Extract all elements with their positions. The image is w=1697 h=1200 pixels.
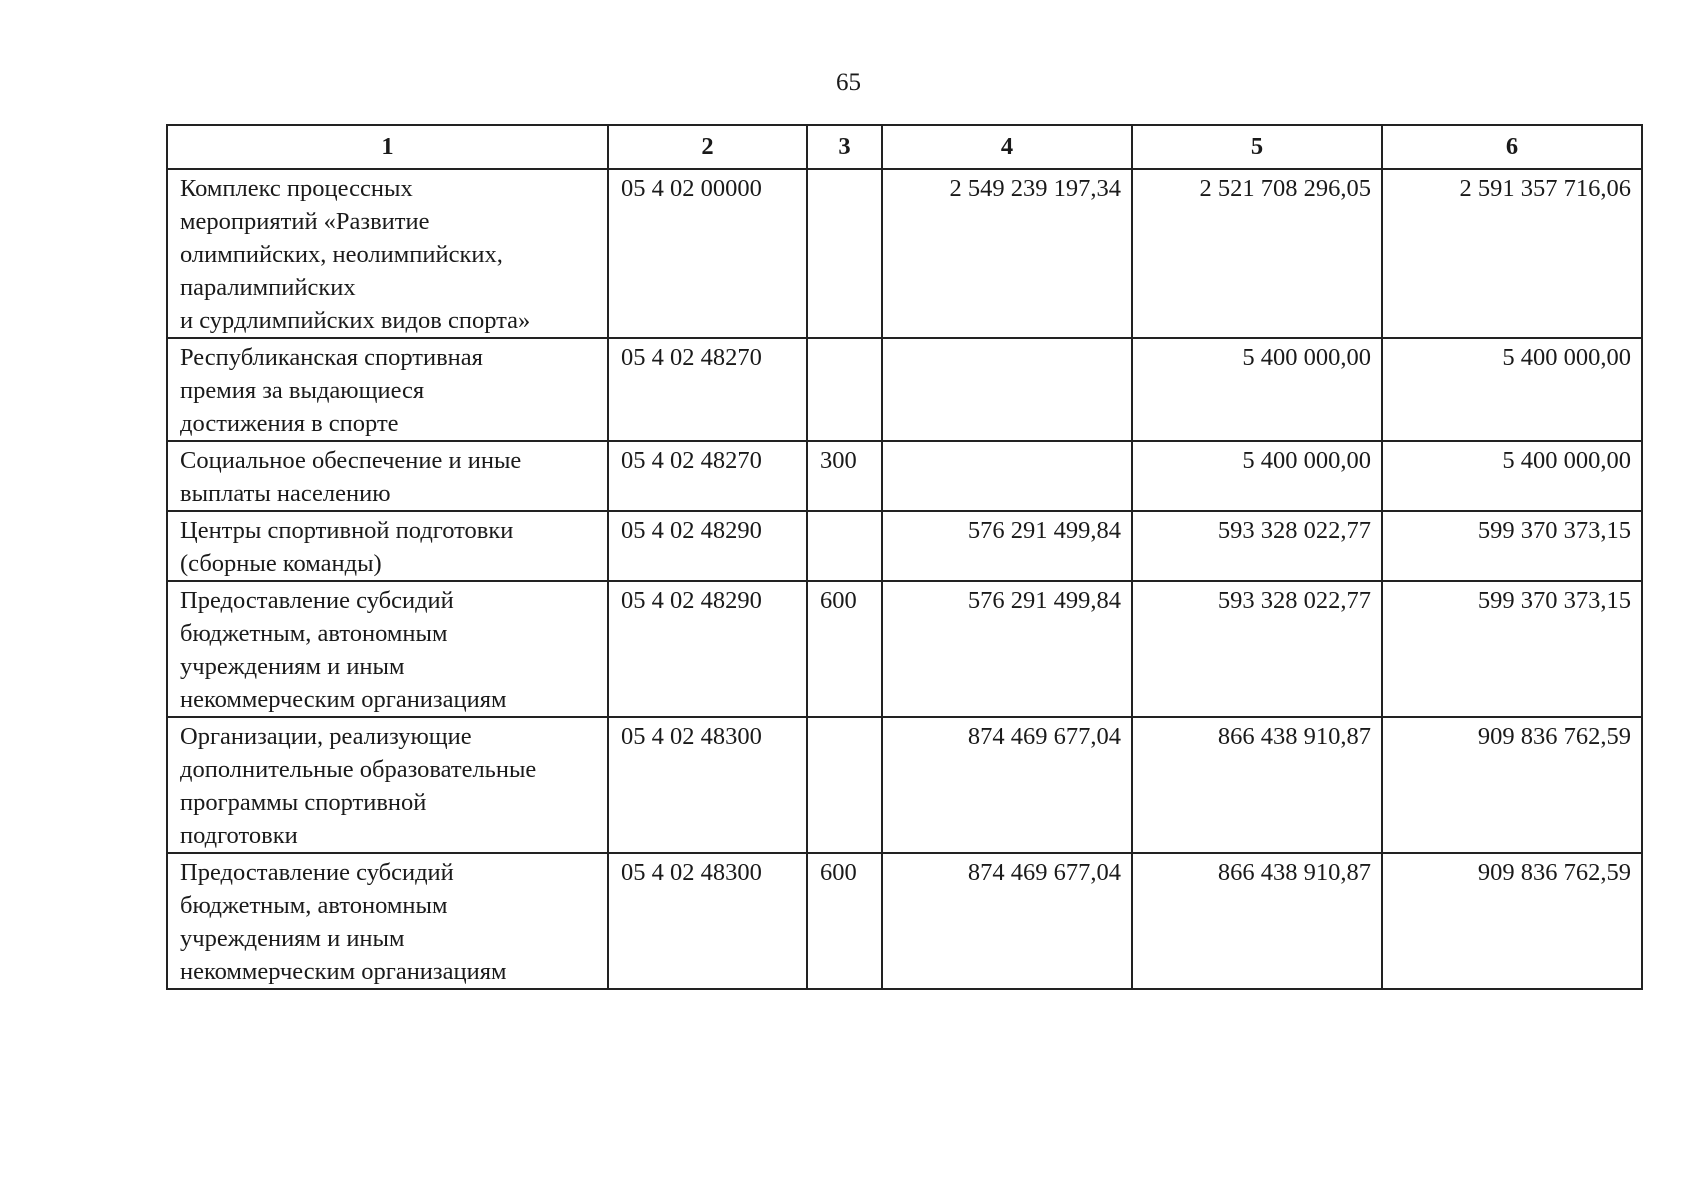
row-kind-cell: 300 [807, 441, 882, 511]
row-value-col4: 874 469 677,04 [882, 853, 1132, 989]
row-value-col5: 2 521 708 296,05 [1132, 169, 1382, 338]
page-number: 65 [836, 69, 861, 96]
row-value-col4: 576 291 499,84 [882, 511, 1132, 581]
row-value-col6: 2 591 357 716,06 [1382, 169, 1642, 338]
row-code-cell: 05 4 02 48290 [608, 581, 807, 717]
table-row [167, 169, 1642, 338]
row-name-cell: Комплекс процессных мероприятий «Развитие олимпийских, неолимпийских, паралимпийских и сурдлимпийских видов спорта» [167, 169, 608, 338]
row-value-col6: 909 836 762,59 [1382, 717, 1642, 853]
row-code-cell: 05 4 02 48290 [608, 511, 807, 581]
table-row [167, 338, 1642, 441]
row-code-cell: 05 4 02 48300 [608, 853, 807, 989]
row-value-col4: 2 549 239 197,34 [882, 169, 1132, 338]
row-value-col4 [882, 441, 1132, 511]
table-header [167, 125, 1642, 169]
column-header: 6 [1382, 125, 1642, 169]
table-row [167, 717, 1642, 853]
row-kind-cell [807, 717, 882, 853]
row-value-col6: 5 400 000,00 [1382, 441, 1642, 511]
row-kind-cell [807, 169, 882, 338]
row-value-col4: 576 291 499,84 [882, 581, 1132, 717]
header-row [167, 125, 1642, 169]
row-name-cell: Социальное обеспечение и иные выплаты населению [167, 441, 608, 511]
table-row [167, 581, 1642, 717]
column-header: 4 [882, 125, 1132, 169]
row-kind-cell: 600 [807, 853, 882, 989]
row-value-col5: 866 438 910,87 [1132, 717, 1382, 853]
row-kind-cell [807, 338, 882, 441]
row-value-col4: 874 469 677,04 [882, 717, 1132, 853]
table-body [167, 169, 1642, 989]
column-header: 2 [608, 125, 807, 169]
row-value-col6: 599 370 373,15 [1382, 581, 1642, 717]
row-value-col5: 593 328 022,77 [1132, 581, 1382, 717]
column-header: 5 [1132, 125, 1382, 169]
row-value-col5: 5 400 000,00 [1132, 441, 1382, 511]
row-value-col5: 5 400 000,00 [1132, 338, 1382, 441]
row-code-cell: 05 4 02 48270 [608, 338, 807, 441]
row-value-col6: 909 836 762,59 [1382, 853, 1642, 989]
table-row [167, 511, 1642, 581]
table-row [167, 441, 1642, 511]
row-value-col6: 599 370 373,15 [1382, 511, 1642, 581]
row-code-cell: 05 4 02 48300 [608, 717, 807, 853]
row-code-cell: 05 4 02 00000 [608, 169, 807, 338]
row-kind-cell [807, 511, 882, 581]
row-value-col4 [882, 338, 1132, 441]
row-value-col6: 5 400 000,00 [1382, 338, 1642, 441]
column-header: 1 [167, 125, 608, 169]
column-header: 3 [807, 125, 882, 169]
row-name-cell: Центры спортивной подготовки (сборные команды) [167, 511, 608, 581]
row-name-cell: Предоставление субсидий бюджетным, автономным учреждениям и иным некоммерческим организациям [167, 853, 608, 989]
row-kind-cell: 600 [807, 581, 882, 717]
budget-table [166, 124, 1643, 990]
table-row [167, 853, 1642, 989]
row-value-col5: 593 328 022,77 [1132, 511, 1382, 581]
row-name-cell: Республиканская спортивная премия за выдающиеся достижения в спорте [167, 338, 608, 441]
row-code-cell: 05 4 02 48270 [608, 441, 807, 511]
row-name-cell: Организации, реализующие дополнительные образовательные программы спортивной подготовки [167, 717, 608, 853]
row-value-col5: 866 438 910,87 [1132, 853, 1382, 989]
row-name-cell: Предоставление субсидий бюджетным, автономным учреждениям и иным некоммерческим организациям [167, 581, 608, 717]
